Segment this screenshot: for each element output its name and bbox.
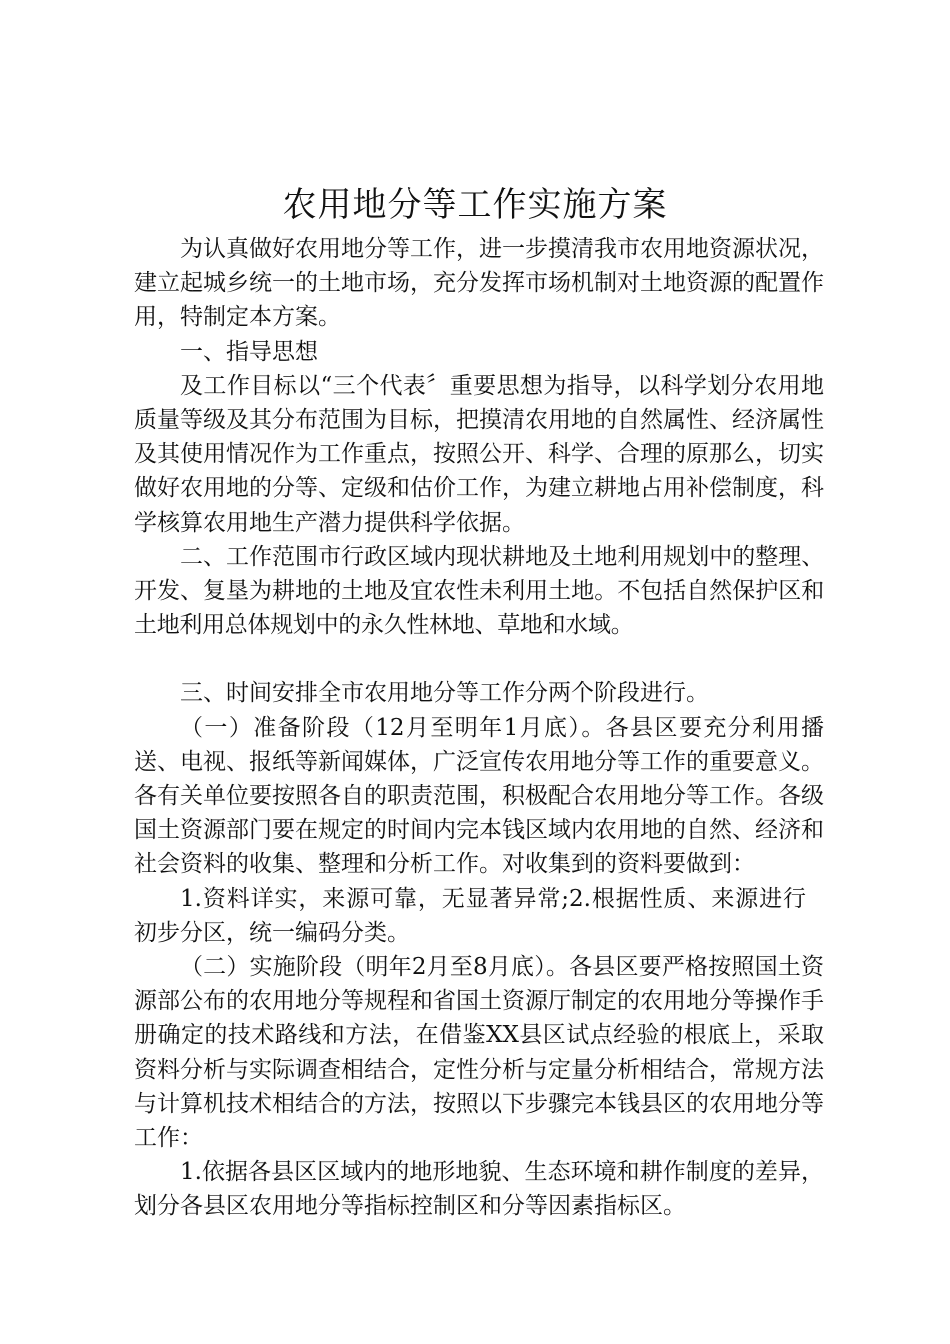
time-schedule-paragraph: 三、时间安排全市农用地分等工作分两个阶段进行。 xyxy=(180,680,709,707)
document-body xyxy=(134,232,824,1224)
intro-paragraph: 为认真做好农用地分等工作，进一步摸清我市农用地资源状况，建立起城乡统一的土地市场，充分发挥市场机制对土地资源的配置作用，特制定本方案。 xyxy=(134,236,824,331)
implementation-stage-paragraph: （二）实施阶段（明年2月至8月底）。各县区要严格按照国土资源部公布的农用地分等规程和省国土资源厅制定的农用地分等操作手册确定的技术路线和方法，在借鉴XX县区试点经验的根底上，采取资料分析与实际调查相结合，定性分析与定量分析相结合，常规方法与计算机技术相结合的方法，按照以下步骤完本钱县区的农用地分等工作： xyxy=(134,954,824,1152)
data-requirements-paragraph: 1.资料详实，来源可靠，无显著异常;2.根据性质、来源进行初步分区，统一编码分类。 xyxy=(134,885,806,946)
guiding-ideology-paragraph: 及工作目标以“三个代表〞重要思想为指导，以科学划分农用地质量等级及其分布范围为目标，把摸清农用地的自然属性、经济属性及其使用情况作为工作重点，按照公开、科学、合理的原那么，切实做好农用地的分等、定级和估价工作，为建立耕地占用补偿制度，科学核算农用地生产潜力提供科学依据。 xyxy=(134,372,824,536)
section-heading-guiding-ideology: 一、指导思想 xyxy=(180,338,318,365)
preparation-stage-paragraph: （一）准备阶段（12月至明年1月底）。各县区要充分利用播送、电视、报纸等新闻媒体，广泛宣传农用地分等工作的重要意义。各有关单位要按照各自的职责范围，积极配合农用地分等工作。各级国土资源部门要在规定的时间内完本钱区域内农用地的自然、经济和社会资料的收集、整理和分析工作。对收集到的资料要做到： xyxy=(134,714,824,878)
step-one-paragraph: 1.依据各县区区域内的地形地貌、生态环境和耕作制度的差异，划分各县区农用地分等指标控制区和分等因素指标区。 xyxy=(134,1159,824,1220)
document-title: 农用地分等工作实施方案 xyxy=(282,185,668,225)
work-scope-paragraph: 二、工作范围市行政区域内现状耕地及土地利用规划中的整理、开发、复垦为耕地的土地及宜农性未利用土地。不包括自然保护区和土地利用总体规划中的永久性林地、草地和水域。 xyxy=(134,543,824,639)
paragraph-gap xyxy=(134,642,824,676)
